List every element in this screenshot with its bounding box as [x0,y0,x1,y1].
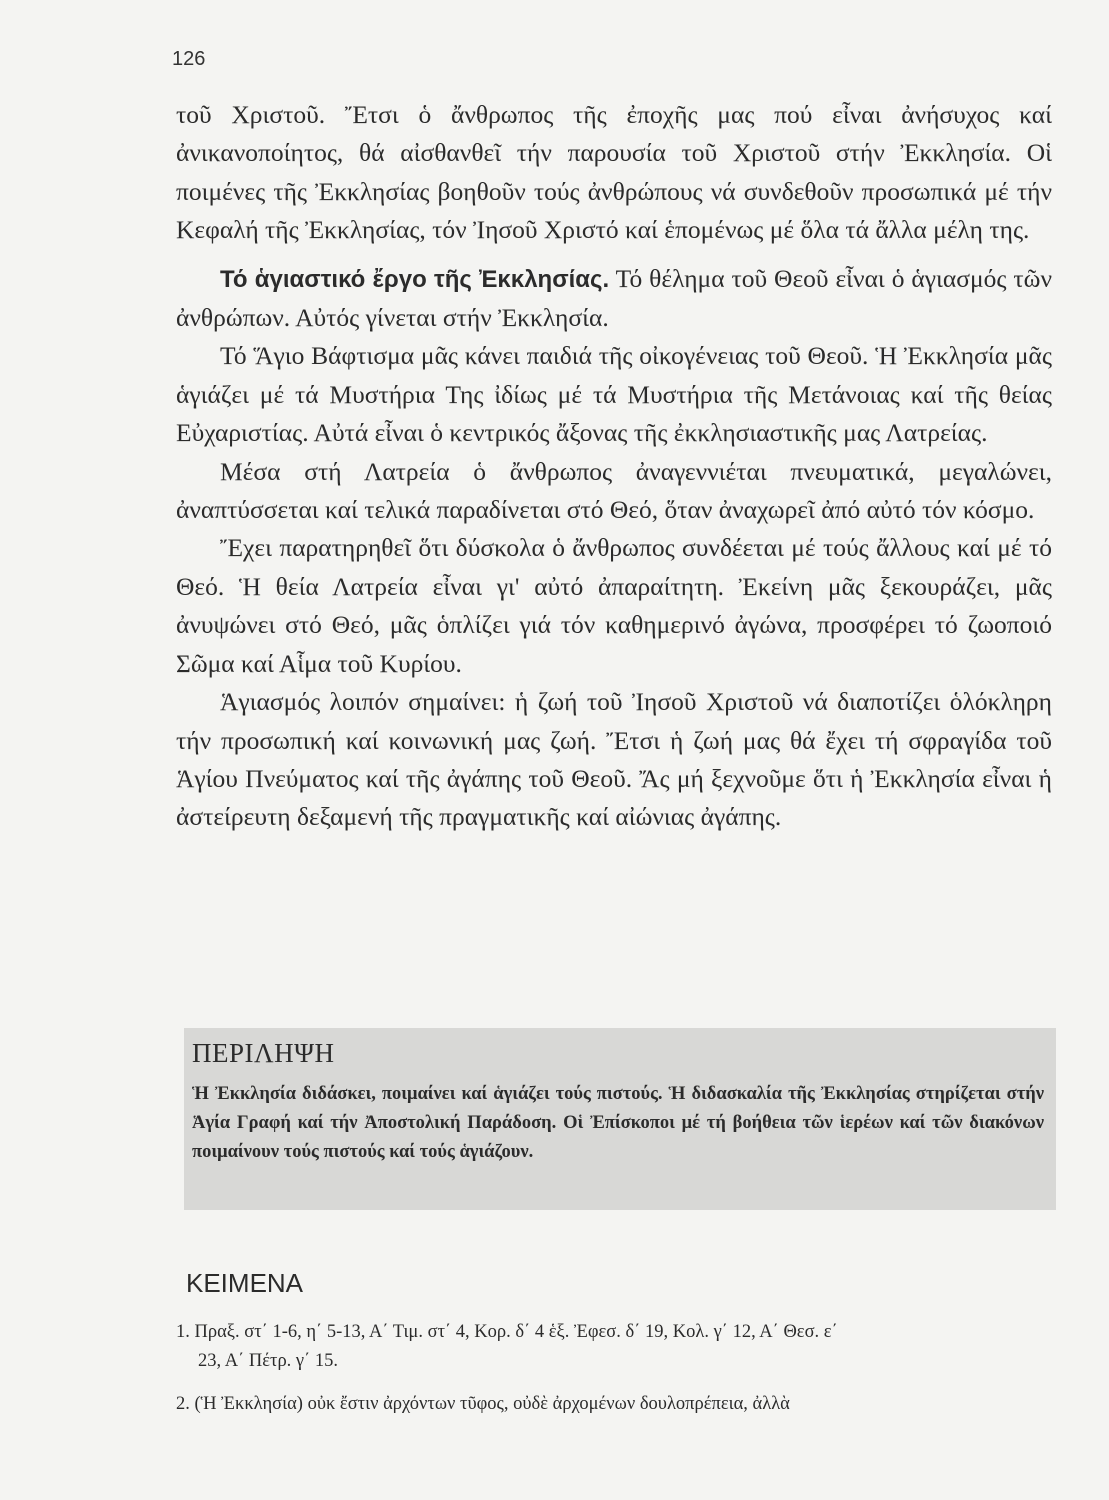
paragraph-3: Τό Ἅγιο Βάφτισμα μᾶς κάνει παιδιά τῆς οἰκογένειας τοῦ Θεοῦ. Ἡ Ἐκκλησία μᾶς ἁγιάζει μέ τά Μυστήρια Της ἰδίως μέ τά Μυστήρια τῆς Μετάνοιας καί τῆς θείας Εὐχαριστίας. Αὐτά εἶναι ὁ κεντρικός ἄξονας τῆς ἐκκλησιαστικῆς μας Λατρείας. [176,341,1052,448]
paragraph-6: Ἁγιασμός λοιπόν σημαίνει: ἡ ζωή τοῦ Ἰησοῦ Χριστοῦ νά διαποτίζει ὁλόκληρη τήν προσωπική καί κοινωνική μας ζωή. Ἔτσι ἡ ζωή μας θά ἔχει τή σφραγίδα τοῦ Ἁγίου Πνεύματος καί τῆς ἀγάπης τοῦ Θεοῦ. Ἄς μή ξεχνοῦμε ὅτι ἡ Ἐκκλησία εἶναι ἡ ἀστείρευτη δεξαμενή τῆς πραγματικῆς καί αἰώνιας ἀγάπης. [176,687,1052,832]
paragraph-4: Μέσα στή Λατρεία ὁ ἄνθρωπος ἀναγεννιέται πνευματικά, μεγαλώνει, ἀναπτύσσεται καί τελικά παραδίνεται στό Θεό, ὅταν ἀναχωρεῖ ἀπό αὐτό τόν κόσμο. [176,456,1052,525]
texts-title: ΚΕΙΜΕΝΑ [186,1268,304,1298]
section-heading: Τό ἁγιαστικό ἔργο τῆς Ἐκκλησίας. [220,265,610,293]
paragraph-2-text: Τό θέλημα τοῦ Θεοῦ εἶναι ὁ ἁγιασμός τῶν ἀνθρώπων. Αὐτός γίνεται στήν Ἐκκλησία. [176,263,1052,333]
summary-text: Ἡ Ἐκκλησία διδάσκει, ποιμαίνει καί ἁγιάζει τούς πιστούς. Ἡ διδασκαλία τῆς Ἐκκλησίας στηρίζεται στήν Ἁγία Γραφή καί τήν Ἀποστολική Παράδοση. Οἱ Ἐπίσκοποι μέ τή βοήθεια τῶν ἱερέων καί τῶν διακόνων ποιμαίνουν τούς πιστούς καί τούς ἁγιάζουν. [192,1084,1044,1162]
reference-line: Πραξ. στ΄ 1-6, η΄ 5-13, Α΄ Τιμ. στ΄ 4, Κορ. δ΄ 4 ἑξ. Ἐφεσ. δ΄ 19, Κολ. γ΄ 12, Α΄ Θεσ. ε΄ [194,1322,838,1342]
paragraph-2 [176,260,1052,338]
main-text [176,96,1052,837]
paragraph-5: Ἔχει παρατηρηθεῖ ὅτι δύσκολα ὁ ἄνθρωπος συνδέεται μέ τούς ἄλλους καί μέ τό Θεό. Ἡ θεία Λατρεία εἶναι γι' αὐτό ἀπαραίτητη. Ἐκείνη μᾶς ξεκουράζει, μᾶς ἀνυψώνει στό Θεό, μᾶς ὁπλίζει γιά τόν καθημερινό ἀγώνα, προσφέρει τό ζωοποιό Σῶμα καί Αἷμα τοῦ Κυρίου. [176,533,1052,678]
reference-line: (Ἡ Ἐκκλησία) οὐκ ἔστιν ἀρχόντων τῦφος, οὐδὲ ἀρχομένων δουλοπρέπεια, ἀλλὰ [194,1394,790,1414]
summary-title: ΠΕΡΙΛΗΨΗ [192,1038,335,1068]
reference-number: 1. [176,1322,190,1342]
reference-item [176,1390,1056,1419]
page-number: 126 [172,48,206,70]
reference-list [176,1318,1056,1433]
reference-line-continued: 23, Α΄ Πέτρ. γ΄ 15. [198,1351,339,1371]
reference-number: 2. [176,1394,190,1414]
summary-box [184,1028,1056,1210]
paragraph-1: τοῦ Χριστοῦ. Ἔτσι ὁ ἄνθρωπος τῆς ἐποχῆς μας πού εἶναι ἀνήσυχος καί ἀνικανοποίητος, θά αἰσθανθεῖ τήν παρουσία τοῦ Χριστοῦ στήν Ἐκκλησία. Οἱ ποιμένες τῆς Ἐκκλησίας βοηθοῦν τούς ἀνθρώπους νά συνδεθοῦν προσωπικά μέ τήν Κεφαλή τῆς Ἐκκλησίας, τόν Ἰησοῦ Χριστό καί ἑπομένως μέ ὅλα τά ἄλλα μέλη της. [176,100,1052,245]
reference-item [176,1318,1056,1376]
